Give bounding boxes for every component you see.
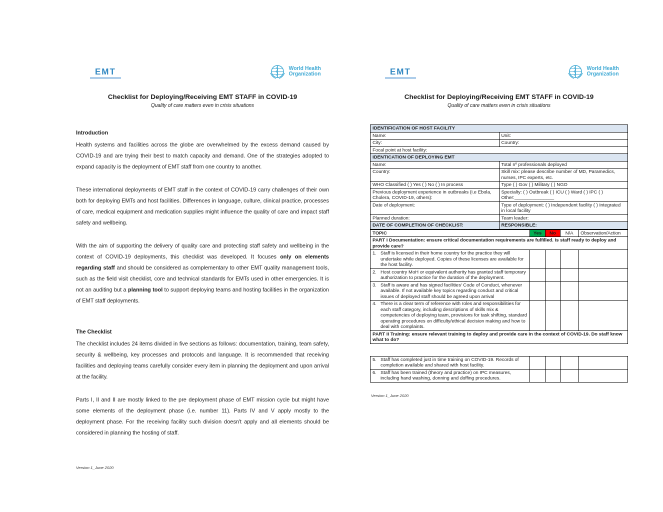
observation-cell [578, 269, 627, 282]
who-emblem-icon [269, 63, 286, 80]
checkbox-cell-yes [530, 356, 545, 369]
checkbox-cell-yes [530, 282, 545, 301]
who-logo-text [587, 66, 619, 78]
checklist-paragraph-1: The checklist includes 24 items divided in five sections as follows: documentation, training, team safety, security & wellbeing, key processes and protocols and language. It is recommended that receiving facilities and deploying teams carefully consider every item in planning the deployment and upon arrival at the facility. [76, 341, 329, 380]
part1-section-header: PART I Documentation: ensure critical documentation requirements are fulfilled. Is staff ready to deploy and provide care? [370, 237, 628, 250]
page-right-header [370, 63, 628, 85]
item-number: 5. [372, 356, 377, 363]
checklist-item-row [370, 369, 628, 382]
document-subtitle: Quality of care matters even in crisis situations [447, 103, 551, 109]
checklist-table-continued [370, 356, 628, 383]
emt-logo: EMT [385, 67, 416, 79]
who-logo [567, 63, 619, 80]
observation-cell [578, 356, 627, 369]
emt-deployment-date-field: Date of deployment: [370, 202, 499, 215]
emt-specialty-field: Specialty: ( ) Outbreak ( ) ICU ( ) Ward ( ) IPC ( ) Other:_______________ [499, 189, 628, 202]
intro-paragraph-2: These international deployments of EMT staff in the context of COVID-19 carry challenges of their own both for deploying EMTs and host facilities. Differences in language, culture, clinical practice, processes of care, medical equipment and medication supplies might influence the quality of care and impact staff safety and wellbeing. [76, 187, 329, 226]
emt-logo: EMT [90, 67, 121, 79]
intro-p3-seg1: With the aim of supporting the delivery of quality care and protecting staff safety and wellbeing in the context of COVID-19 deployments, this checklist was developed. It focuses [76, 243, 329, 260]
checklist-heading: The Checklist [76, 329, 112, 335]
intro-p3-seg3: to support deploying teams and hosting facilities in the organization of EMT staff deployments. [76, 287, 329, 304]
item-text: Staff has been trained (theory and practice) on IPC measures, including hand washing, donning and doffing procedures. [380, 369, 512, 381]
checkbox-cell-na [560, 269, 578, 282]
checkbox-cell-no [545, 300, 560, 330]
checkbox-cell-no [545, 356, 560, 369]
deploying-emt-section-header: IDENTICATION OF DEPLOYING EMT [370, 154, 628, 161]
checkbox-cell-na [560, 300, 578, 330]
document-title: Checklist for Deploying/Receiving EMT STAFF in COVID-19 [107, 93, 298, 101]
intro-p3-seg2: and should be considered as complementary to other EMT quality management tools, such as the field visit checklist, core and technical standards for EMTs used in other emergencies. It is not an auditing but a [76, 265, 329, 293]
intro-paragraph-3 [76, 241, 329, 307]
emt-planned-duration-field: Planned duration: [370, 215, 499, 222]
checkbox-cell-na [560, 356, 578, 369]
host-country-field: Country: [499, 139, 628, 146]
who-emblem-icon [567, 63, 584, 80]
who-logo-text [289, 66, 321, 78]
checklist-item-row [370, 250, 628, 269]
host-city-field: City: [370, 139, 499, 146]
intro-p3-bold1: only on elements regarding staff [76, 254, 329, 271]
left-page-body [76, 128, 329, 439]
emt-skill-mix-field: Skill mix: please describe number of MD, Paramedics, nurses, IPC experts, etc. [499, 168, 628, 181]
responsible-label: RESPONSIBLE: [499, 222, 628, 229]
checkbox-cell-yes [530, 369, 545, 382]
item-number: 2. [372, 269, 377, 275]
page-right [370, 63, 628, 398]
checkbox-cell-na [560, 250, 578, 269]
emt-country-field: Country: [370, 168, 499, 181]
yes-column-header: Yes [530, 230, 545, 237]
completion-date-label: DATE OF COMPLETION OF CHECKLIST: [370, 222, 499, 229]
who-logo-line2: Organization [586, 71, 619, 77]
intro-paragraph-1: Health systems and facilities across the globe are overwhelmed by the excess demand caused by COVID-19 and are trying their best to match capacity and demand. One of the strategies adopted to expand capacity is the deployment of EMT staff from one country to another. [76, 142, 329, 170]
emt-team-leader-field: Team leader: [499, 215, 628, 222]
document-subtitle: Quality of care matters even in crisis situations [150, 103, 255, 109]
checklist-item-row [370, 356, 628, 369]
observation-column-header: Observation/Action [578, 230, 627, 237]
observation-cell [578, 250, 627, 269]
emt-type-field: Type ( ) Gov ( ) Military ( ) NGO [499, 181, 628, 188]
emt-who-classified-field: WHO Classified ( ) Yes ( ) No ( ) In process [370, 181, 499, 188]
checklist-item-row [370, 300, 628, 330]
checkbox-cell-yes [530, 269, 545, 282]
topic-column-header: TOPIC [370, 230, 530, 237]
checkbox-cell-na [560, 282, 578, 301]
checkbox-cell-yes [530, 300, 545, 330]
checklist-item-row [370, 269, 628, 282]
page-left-header [75, 63, 330, 85]
checkbox-cell-yes [530, 250, 545, 269]
observation-cell [578, 369, 627, 382]
checkbox-cell-no [545, 282, 560, 301]
emt-deployment-type-field: Type of deployment: ( ) Independent facility ( ) Integrated in local facility [499, 202, 628, 215]
checklist-item-row [370, 282, 628, 301]
identification-table [370, 125, 628, 230]
checkbox-cell-no [545, 369, 560, 382]
intro-heading: Introduction [76, 130, 109, 136]
item-number: 6. [372, 369, 377, 376]
item-text: Host country MoH or equivalent authority has granted staff temporary authorization to practice for the duration of the deployment. [380, 269, 526, 281]
table-break-spacer [370, 344, 628, 350]
emt-name-field: Name: [370, 161, 499, 168]
item-number: 4. [372, 301, 377, 307]
checkbox-cell-no [545, 269, 560, 282]
na-column-header: N/A [560, 230, 578, 237]
emt-total-professionals-field: Total nº professionals deployed [499, 161, 628, 168]
item-number: 1. [372, 250, 377, 256]
checklist-paragraph-2: Parts I, II and II are mostly linked to the pre deployment phase of EMT mission cycle but might have some elements of the deployment phase (i.e. number 11). Parts IV and V apply mostly to the deployment phase. For the receiving facility such division doesn't apply and all elements should be considered in planning the hosting of staff. [76, 397, 329, 436]
item-number: 3. [372, 282, 377, 288]
checklist-table [370, 229, 628, 344]
document-title: Checklist for Deploying/Receiving EMT STAFF in COVID-19 [404, 93, 594, 101]
item-text: Staff has completed just in time training on COVID-19. Records of completion available and shared with host facility. [380, 356, 519, 368]
host-focal-point-field: Focal point at host facility: [370, 147, 628, 154]
left-page-footer-version: Version 1_June 2020 [76, 465, 114, 470]
who-logo [269, 63, 321, 80]
host-unit-field: Unit: [499, 132, 628, 139]
no-column-header: No [545, 230, 560, 237]
checkbox-cell-no [545, 250, 560, 269]
page-left [75, 63, 330, 470]
host-facility-section-header: IDENTIFICATION OF HOST FACILITY [370, 125, 628, 132]
item-text: There is a clear term of reference with roles and responsibilities for each staff category, including descriptions of skills mix & competencies of deploying team, provisions for task shifting, standard operating procedures on difficulty/ethical decision making and how to deal with complaints. [380, 301, 528, 330]
who-logo-line1: World Health [586, 65, 619, 72]
observation-cell [578, 300, 627, 330]
host-name-field: Name: [370, 132, 499, 139]
part2-section-header: PART II Training: ensure relevant training to deploy and provide care in the context of COVID-19. Do staff know what to do? [370, 331, 628, 344]
emt-previous-experience-field: Previous deployment experience in outbreaks (i.e Ebola, Cholera, COVID-19, others): [370, 189, 499, 202]
who-logo-line1: World Health [288, 65, 321, 72]
observation-cell [578, 282, 627, 301]
intro-p3-bold2: planning tool [128, 287, 163, 293]
item-text: Staff is licensed in their home country for the practice they will undertake while deployed. Copies of these licenses are available for the host facility. [380, 250, 524, 268]
item-text: Staff is aware and has signed facilities' Code of Conduct, whenever available. If not available key topics regarding conduct and critical issues of deployed staff should be agreed upon arrival [380, 282, 523, 300]
checkbox-cell-na [560, 369, 578, 382]
right-page-footer-version: Version 1_June 2020 [371, 393, 409, 398]
who-logo-line2: Organization [288, 71, 321, 77]
